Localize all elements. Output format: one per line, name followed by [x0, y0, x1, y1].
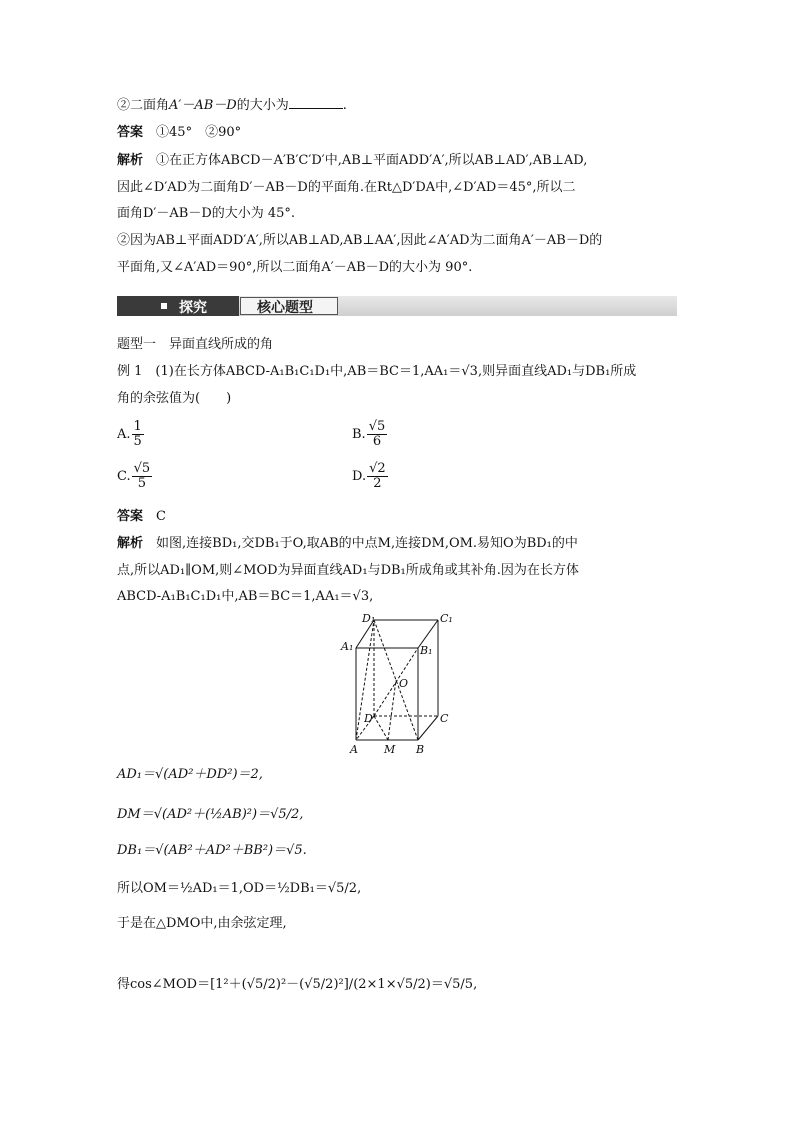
option-b-label: B. — [352, 427, 366, 442]
equation-om-od: 所以OM＝½AD₁＝1,OD＝½DB₁＝√5/2, — [117, 881, 362, 896]
answer-text: ①45° ②90° — [156, 125, 242, 140]
analysis-line-1 — [117, 152, 587, 170]
type1-title: 题型一 异面直线所成的角 — [117, 337, 274, 352]
option-c-den: 5 — [137, 476, 147, 491]
option-d-num: √2 — [369, 461, 386, 476]
answer-line — [117, 124, 241, 142]
label-C1: C₁ — [440, 612, 453, 625]
label-O: O — [399, 677, 409, 690]
question-2: ②二面角A′－AB－D的大小为 . — [117, 98, 347, 113]
option-a-den: 5 — [133, 434, 142, 449]
law-of-cosines-line: 于是在△DMO中,由余弦定理, — [117, 916, 287, 931]
cuboid-figure — [338, 612, 458, 757]
option-c-label: C. — [117, 469, 131, 484]
example-analysis-line-3: ABCD-A₁B₁C₁D₁中,AB＝BC＝1,AA₁＝√3, — [117, 589, 374, 604]
example-answer-label: 答案 — [117, 509, 144, 524]
label-C: C — [440, 712, 449, 725]
analysis-line-4: ②因为AB⊥平面ADD′A′,所以AB⊥AD,AB⊥AA′,因此∠A′AD为二面角A′－AB－D的 — [117, 233, 603, 248]
option-c-num: √5 — [133, 461, 151, 476]
example-analysis-label: 解析 — [117, 536, 144, 551]
option-b — [352, 420, 388, 449]
option-a-label: A. — [117, 427, 131, 442]
equation-cos-mod: 得cos∠MOD＝[1²＋(√5/2)²－(√5/2)²]/(2×1×√5/2)＝√5/5, — [117, 977, 478, 992]
label-B1: B₁ — [420, 644, 433, 657]
answer-blank — [289, 96, 343, 109]
analysis-text-1a: ①在正方体ABCD－A′B′C′D′中,AB⊥平面ADD′A′,所以AB⊥AD′,AB⊥AD, — [156, 153, 588, 168]
option-c — [117, 462, 153, 491]
example-label: 例 1 — [117, 364, 143, 379]
option-b-den: 6 — [372, 434, 382, 449]
label-M: M — [384, 743, 396, 756]
example-analysis-text-a: 如图,连接BD₁,交DB₁于O,取AB的中点M,连接DM,OM.易知O为BD₁的中 — [156, 536, 578, 551]
equation-db1: DB₁＝√(AB²＋AD²＋BB²)＝√5. — [117, 843, 307, 858]
option-a — [117, 420, 145, 449]
example-1-line-2: 角的余弦值为( ) — [117, 391, 232, 406]
example-analysis-line-1 — [117, 535, 578, 553]
option-d-label: D. — [352, 469, 367, 484]
section-tag: 探究 — [179, 300, 207, 316]
equation-ad1: AD₁＝√(AD²＋DD²)＝2, — [117, 767, 263, 782]
label-D: D — [364, 712, 373, 725]
q2-suffix: 的大小为 — [236, 98, 289, 113]
option-b-num: √5 — [368, 419, 386, 434]
analysis-line-5: 平面角,又∠A′AD＝90°,所以二面角A′－AB－D的大小为 90°. — [117, 260, 473, 275]
example-answer-value: C — [156, 509, 166, 524]
label-B: B — [416, 743, 425, 756]
answer-label: 答案 — [117, 125, 144, 140]
analysis-line-2: 因此∠D′AD为二面角D′－AB－D的平面角.在Rt△D′DA中,∠D′AD＝45°,所以二 — [117, 180, 576, 195]
example-1-line-1 — [117, 363, 636, 381]
option-d-den: 2 — [373, 476, 382, 491]
example-answer-line — [117, 508, 166, 526]
section-header — [117, 296, 677, 316]
label-D1: D₁ — [362, 612, 376, 625]
q2-prefix: ②二面角 — [117, 98, 170, 113]
option-d — [352, 462, 389, 491]
equation-dm: DM＝√(AD²＋(½AB)²)＝√5/2, — [117, 807, 304, 822]
analysis-label: 解析 — [117, 153, 144, 168]
section-title: 核心题型 — [257, 300, 313, 316]
option-a-num: 1 — [133, 419, 142, 434]
label-A: A — [350, 743, 358, 756]
example-text-a: (1)在长方体ABCD-A₁B₁C₁D₁中,AB＝BC＝1,AA₁＝√3,则异面直线AD₁与DB₁所成 — [155, 364, 637, 379]
analysis-line-3: 面角D′－AB－D的大小为 45°. — [117, 206, 296, 221]
q2-expr: A′－AB－D — [169, 98, 237, 113]
example-analysis-line-2: 点,所以AD₁∥OM,则∠MOD为异面直线AD₁与DB₁所成角或其补角.因为在长方体 — [117, 563, 579, 578]
label-A1: A₁ — [341, 640, 354, 653]
